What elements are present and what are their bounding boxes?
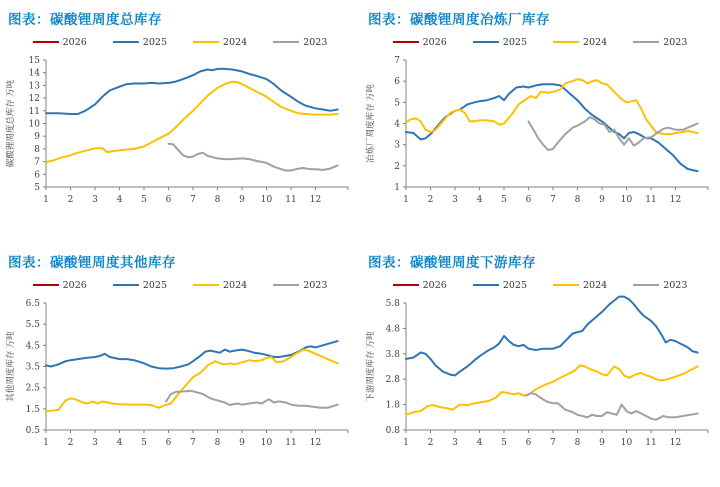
legend-item-2023 <box>273 280 327 291</box>
legend-label: 2025 <box>502 279 527 291</box>
svg-text:6: 6 <box>165 195 172 205</box>
plot-area <box>0 51 360 217</box>
svg-text:8: 8 <box>214 195 221 205</box>
svg-text:5.5: 5.5 <box>25 320 40 331</box>
legend-label: 2025 <box>142 279 167 291</box>
svg-text:9: 9 <box>239 438 245 448</box>
svg-text:9: 9 <box>239 195 245 205</box>
series-line-2024 <box>46 350 338 411</box>
legend-item-2024 <box>193 37 247 48</box>
line-chart-svg <box>360 51 710 217</box>
y-axis-label: 其他周度库存 万吨 <box>5 331 15 402</box>
svg-text:9: 9 <box>599 195 605 205</box>
svg-text:15: 15 <box>28 56 40 66</box>
legend-item-2026 <box>33 280 87 291</box>
chart-legend <box>360 278 720 292</box>
legend-label: 2024 <box>583 36 608 48</box>
legend-item-2025 <box>473 37 527 48</box>
svg-text:6: 6 <box>394 77 400 88</box>
svg-text:10: 10 <box>28 119 40 130</box>
series-line-2024 <box>406 365 698 415</box>
chart-legend <box>360 35 720 49</box>
chart-legend <box>0 278 360 292</box>
svg-text:6: 6 <box>165 438 172 448</box>
svg-text:3: 3 <box>92 195 98 205</box>
svg-text:5.8: 5.8 <box>385 299 400 309</box>
series-line-2025 <box>406 297 698 376</box>
svg-text:6: 6 <box>525 438 532 448</box>
svg-text:10: 10 <box>620 438 633 448</box>
svg-text:14: 14 <box>28 68 40 79</box>
series-line-2023 <box>526 393 698 420</box>
series-line-2024 <box>46 82 338 163</box>
svg-text:5: 5 <box>141 195 147 205</box>
plot-area <box>0 294 360 460</box>
svg-text:5: 5 <box>34 183 40 193</box>
svg-text:1: 1 <box>403 195 409 205</box>
legend-line-swatch <box>473 284 499 287</box>
svg-text:2: 2 <box>67 438 74 448</box>
line-chart-svg <box>360 294 710 460</box>
svg-text:12: 12 <box>309 438 322 448</box>
plot-area <box>360 294 720 460</box>
chart-panel <box>360 0 720 243</box>
legend-label: 2024 <box>223 36 248 48</box>
series-line-2023 <box>169 144 338 171</box>
svg-text:1: 1 <box>403 438 409 448</box>
legend-label: 2023 <box>663 36 688 48</box>
legend-label: 2026 <box>62 279 87 291</box>
svg-text:3: 3 <box>394 140 400 151</box>
legend-item-2023 <box>633 37 687 48</box>
legend-line-swatch <box>193 284 219 287</box>
legend-item-2023 <box>633 280 687 291</box>
legend-line-swatch <box>393 41 419 44</box>
legend-label: 2025 <box>502 36 527 48</box>
svg-text:10: 10 <box>260 195 273 205</box>
page-title: 图表：碳酸锂周度下游库存 <box>368 255 536 270</box>
y-axis-label: 冶炼厂周度库存 万吨 <box>365 84 375 163</box>
line-chart-svg <box>0 294 350 460</box>
legend-item-2025 <box>113 280 167 291</box>
svg-text:9: 9 <box>599 438 605 448</box>
svg-text:4.8: 4.8 <box>385 324 400 335</box>
legend-line-swatch <box>633 41 659 44</box>
legend-line-swatch <box>33 41 59 44</box>
svg-text:4: 4 <box>476 195 483 205</box>
legend-label: 2026 <box>422 279 447 291</box>
svg-text:7: 7 <box>34 157 40 168</box>
svg-text:8: 8 <box>34 144 40 155</box>
chart-legend <box>0 35 360 49</box>
svg-text:4: 4 <box>476 438 483 448</box>
legend-line-swatch <box>273 284 299 287</box>
svg-text:4: 4 <box>394 119 400 130</box>
svg-text:12: 12 <box>669 438 682 448</box>
svg-text:1.5: 1.5 <box>25 404 40 415</box>
svg-text:9: 9 <box>34 132 40 143</box>
svg-text:8: 8 <box>214 438 221 448</box>
svg-text:5: 5 <box>501 195 507 205</box>
svg-text:3.5: 3.5 <box>25 362 40 373</box>
legend-line-swatch <box>33 284 59 287</box>
page-title: 图表：碳酸锂周度总库存 <box>8 12 162 27</box>
svg-text:6: 6 <box>34 170 40 181</box>
svg-text:10: 10 <box>260 438 273 448</box>
svg-text:6.5: 6.5 <box>25 299 40 309</box>
svg-text:2: 2 <box>67 195 74 205</box>
legend-line-swatch <box>273 41 299 44</box>
series-line-2023 <box>166 391 338 408</box>
legend-item-2024 <box>553 280 607 291</box>
legend-line-swatch <box>193 41 219 44</box>
legend-line-swatch <box>393 284 419 287</box>
legend-line-swatch <box>553 41 579 44</box>
legend-item-2026 <box>33 37 87 48</box>
svg-text:5: 5 <box>141 438 147 448</box>
y-axis-label: 下游周度库存 万吨 <box>365 331 375 402</box>
legend-line-swatch <box>473 41 499 44</box>
svg-text:10: 10 <box>620 195 633 205</box>
svg-text:0.8: 0.8 <box>385 426 400 436</box>
svg-text:2: 2 <box>394 161 400 172</box>
legend-item-2023 <box>273 37 327 48</box>
svg-text:1: 1 <box>394 183 400 193</box>
svg-text:5: 5 <box>394 98 400 109</box>
svg-text:11: 11 <box>285 195 297 205</box>
svg-text:4: 4 <box>116 438 123 448</box>
legend-item-2026 <box>393 280 447 291</box>
legend-label: 2024 <box>583 279 608 291</box>
svg-text:7: 7 <box>550 438 556 448</box>
svg-text:7: 7 <box>394 56 400 66</box>
svg-text:3.8: 3.8 <box>385 349 400 360</box>
legend-label: 2024 <box>223 279 248 291</box>
svg-text:8: 8 <box>574 195 581 205</box>
svg-text:5: 5 <box>501 438 507 448</box>
svg-text:3: 3 <box>92 438 98 448</box>
svg-text:13: 13 <box>28 81 40 92</box>
svg-text:11: 11 <box>645 195 657 205</box>
svg-text:1: 1 <box>43 195 49 205</box>
legend-item-2026 <box>393 37 447 48</box>
series-line-2024 <box>406 79 698 134</box>
svg-text:0.5: 0.5 <box>25 426 40 436</box>
svg-text:1: 1 <box>43 438 49 448</box>
legend-label: 2026 <box>62 36 87 48</box>
svg-text:2: 2 <box>427 195 434 205</box>
svg-text:6: 6 <box>525 195 532 205</box>
legend-label: 2025 <box>142 36 167 48</box>
svg-text:11: 11 <box>28 106 40 117</box>
svg-text:12: 12 <box>309 195 322 205</box>
legend-line-swatch <box>633 284 659 287</box>
legend-label: 2023 <box>303 279 328 291</box>
svg-text:12: 12 <box>28 94 40 105</box>
legend-item-2024 <box>193 280 247 291</box>
page-title: 图表：碳酸锂周度冶炼厂库存 <box>368 12 550 27</box>
svg-text:1.8: 1.8 <box>385 400 400 411</box>
svg-text:2.5: 2.5 <box>25 383 40 394</box>
plot-area <box>360 51 720 217</box>
svg-text:7: 7 <box>190 438 196 448</box>
legend-line-swatch <box>113 284 139 287</box>
legend-label: 2023 <box>303 36 328 48</box>
legend-label: 2023 <box>663 279 688 291</box>
svg-text:2: 2 <box>427 438 434 448</box>
svg-text:4: 4 <box>116 195 123 205</box>
legend-label: 2026 <box>422 36 447 48</box>
svg-text:7: 7 <box>190 195 196 205</box>
legend-item-2025 <box>473 280 527 291</box>
chart-panel <box>0 0 360 243</box>
svg-text:11: 11 <box>645 438 657 448</box>
svg-text:12: 12 <box>669 195 682 205</box>
chart-panel <box>360 243 720 487</box>
svg-text:2.8: 2.8 <box>385 375 400 386</box>
series-line-2025 <box>46 69 338 114</box>
legend-line-swatch <box>553 284 579 287</box>
svg-text:4.5: 4.5 <box>25 341 40 352</box>
svg-text:3: 3 <box>452 438 458 448</box>
chart-panel <box>0 243 360 487</box>
svg-text:3: 3 <box>452 195 458 205</box>
legend-item-2024 <box>553 37 607 48</box>
line-chart-svg <box>0 51 350 217</box>
svg-text:7: 7 <box>550 195 556 205</box>
page-title: 图表：碳酸锂周度其他库存 <box>8 255 176 270</box>
svg-text:11: 11 <box>285 438 297 448</box>
y-axis-label: 碳酸锂周度总库存 万吨 <box>5 79 15 168</box>
legend-line-swatch <box>113 41 139 44</box>
legend-item-2025 <box>113 37 167 48</box>
svg-text:8: 8 <box>574 438 581 448</box>
